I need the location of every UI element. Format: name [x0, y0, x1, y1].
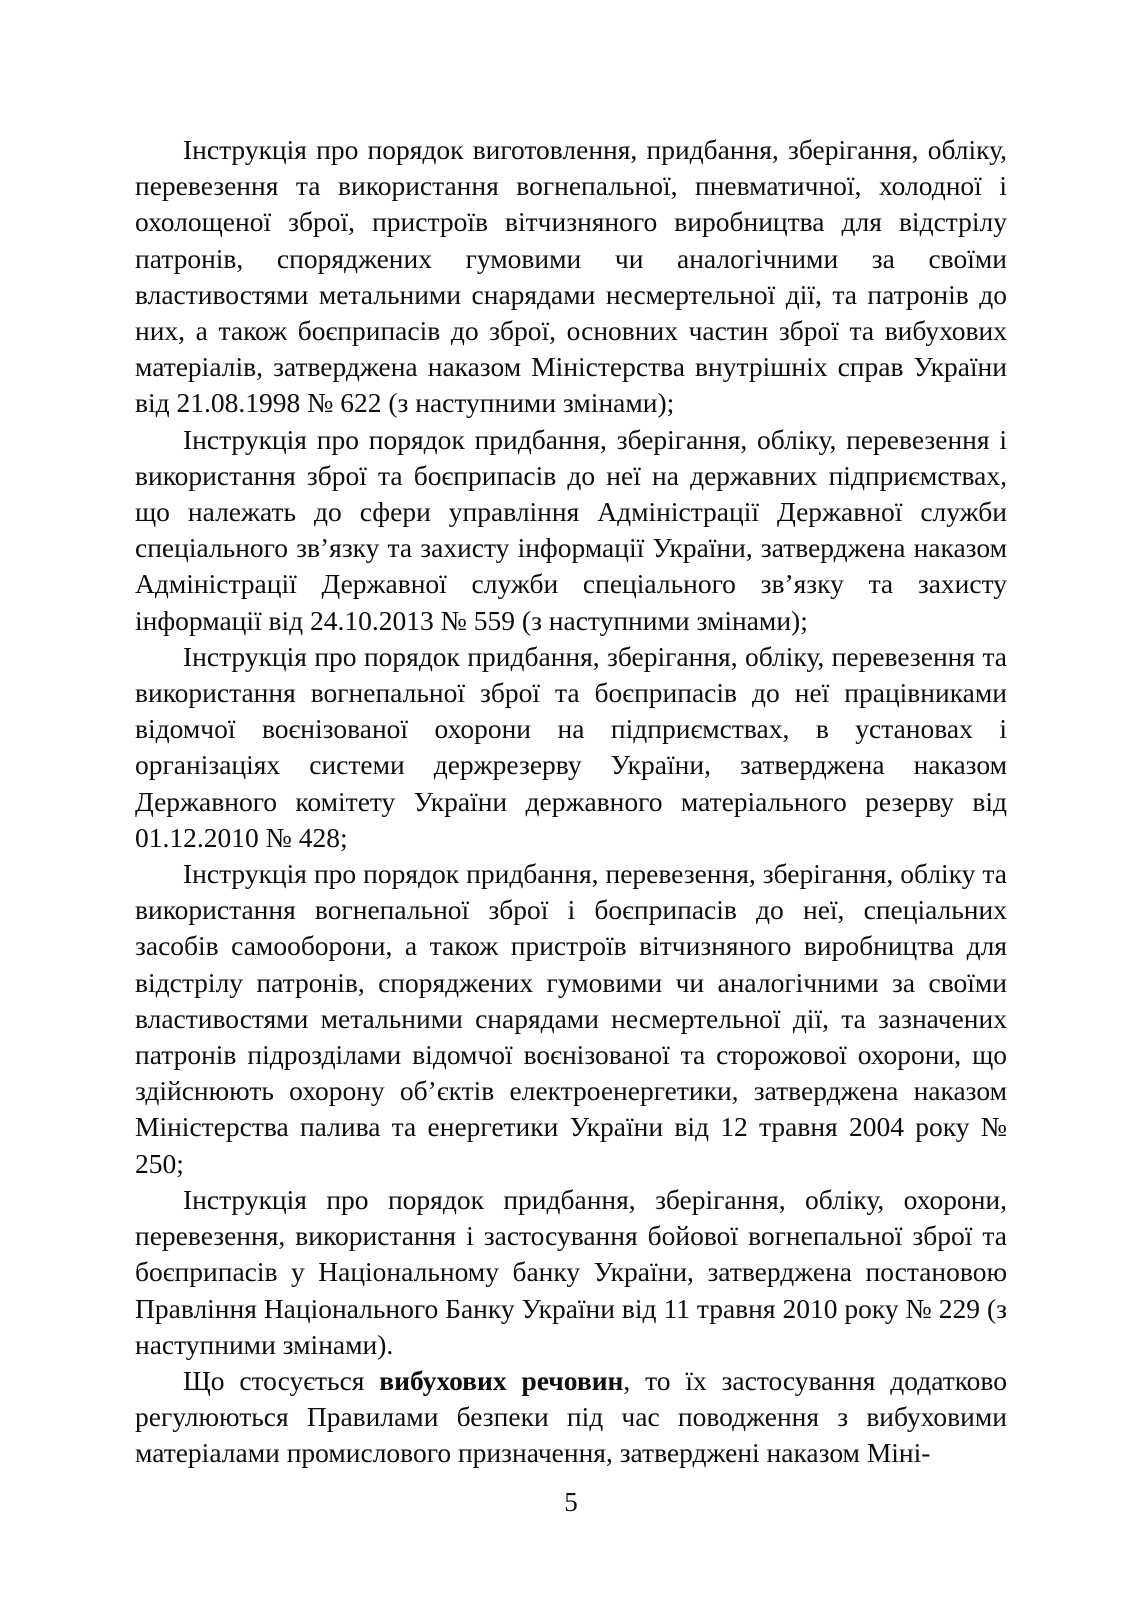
paragraph-segment-tail: , то їх застосування додатково регулюються Правилами безпеки під час поводження з вибуховими матеріалами промислового призначення, затверджені наказом Міні-	[135, 1364, 1007, 1469]
page-number: 5	[564, 1487, 578, 1517]
paragraph-nbu-229: Інструкція про порядок придбання, зберігання, обліку, охорони, перевезення, використання і застосування бойової вогнепальної зброї та боєприпасів у Національному банку України, затверджена постановою Правління Національного Банку України від 11 травня 2010 року № 229 (з наступними змінами).	[135, 1183, 1007, 1360]
paragraph-segment-emphasis: вибухових речовин	[379, 1364, 624, 1396]
body-text-column	[135, 132, 1007, 1472]
paragraph-segment-lead-in: Що стосується	[183, 1364, 380, 1396]
paragraph-dsszzi-559: Інструкція про порядок придбання, зберігання, обліку, перевезення і використання зброї та боєприпасів до неї на державних підприємствах, що належать до сфери управління Адміністрації Державної служби спеціального зв’язку та захисту інформації України, затверджена наказом Адміністрації Державної служби спеціального зв’язку та захисту інформації від 24.10.2013 № 559 (з наступними змінами);	[135, 423, 1007, 636]
paragraph-derzhrezerv-428: Інструкція про порядок придбання, зберігання, обліку, перевезення та використання вогнепальної зброї та боєприпасів до неї працівниками відомчої воєнізованої охорони на підприємствах, в установах і організаціях системи держрезерву України, затверджена наказом Державного комітету України державного матеріального резерву від 01.12.2010 № 428;	[135, 640, 1007, 853]
paragraph-vybukhovi-rechovyny	[135, 1363, 1007, 1472]
paragraph-palyva-energetyky-250: Інструкція про порядок придбання, перевезення, зберігання, обліку та використання вогнепальної зброї і боєприпасів до неї, спеціальних засобів самооборони, а також пристроїв вітчизняного виробництва для відстрілу патронів, споряджених гумовими чи аналогічними за своїми властивостями метальними снарядами несмертельної дії, та зазначених патронів підрозділами відомчої воєнізованої та сторожової охорони, що здійснюють охорону об’єктів електроенергетики, затверджена наказом Міністерства палива та енергетики України від 12 травня 2004 року № 250;	[135, 858, 1007, 1179]
paragraph-mvs-622: Інструкція про порядок виготовлення, придбання, зберігання, обліку, перевезення та використання вогнепальної, пневматичної, холодної і охолощеної зброї, пристроїв вітчизняного виробництва для відстрілу патронів, споряджених гумовими чи аналогічними за своїми властивостями метальними снарядами несмертельної дії, та патронів до них, а також боєприпасів до зброї, основних частин зброї та вибухових матеріалів, затверджена наказом Міністерства внутрішніх справ України від 21.08.1998 № 622 (з наступними змінами);	[135, 134, 1007, 419]
